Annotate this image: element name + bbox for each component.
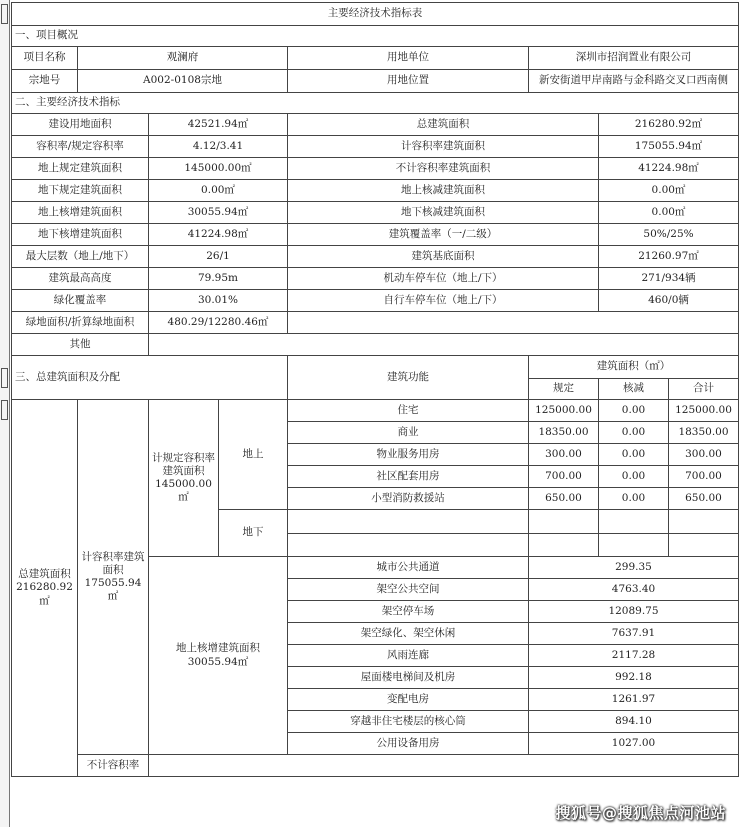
- cell-label: 地下规定建筑面积: [12, 180, 149, 202]
- cell-value: 41224.98㎡: [149, 224, 288, 246]
- spec-area-cell: [149, 400, 219, 557]
- above-increase-label: 地上核增建筑面积30055.94㎡: [149, 557, 288, 755]
- table-title-row: [12, 3, 739, 26]
- spec-value: 125000.00: [529, 400, 599, 422]
- far-area-value: 175055.94㎡: [84, 577, 142, 603]
- margin-mark: [1, 4, 8, 24]
- function-name: 城市公共通道: [288, 557, 529, 579]
- cell-value: 42521.94㎡: [149, 114, 288, 136]
- cell-label: 建筑最高高度: [12, 268, 149, 290]
- function-name: 物业服务用房: [288, 444, 529, 466]
- margin-mark: [1, 368, 8, 388]
- table-row: [12, 180, 739, 202]
- table-row: [12, 268, 739, 290]
- increase-value: 4763.40: [529, 579, 739, 601]
- empty-cell: [149, 334, 739, 356]
- cell-label: 用地位置: [288, 70, 529, 93]
- spec-area-label: 计规定容积率建筑面积: [152, 451, 215, 477]
- cell-value: 观澜府: [78, 47, 288, 70]
- function-name: 变配电房: [288, 689, 529, 711]
- far-area-label: 计容积率建筑面积: [81, 550, 145, 576]
- section1-heading: 一、项目概况: [12, 26, 739, 47]
- cell-value: 0.00㎡: [599, 180, 739, 202]
- section-heading-row: [12, 93, 739, 114]
- cell-label: 宗地号: [12, 70, 78, 93]
- cell-label: 地下核增建筑面积: [12, 224, 149, 246]
- spec-value: 650.00: [529, 488, 599, 510]
- increase-value: 1261.97: [529, 689, 739, 711]
- cell-value: A002-0108宗地: [78, 70, 288, 93]
- increase-value: 12089.75: [529, 601, 739, 623]
- cell-value: 79.95m: [149, 268, 288, 290]
- table-row: [12, 400, 739, 422]
- table-row: [12, 202, 739, 224]
- cell-label: 容积率/规定容积率: [12, 136, 149, 158]
- spec-area-value: 145000.00 ㎡: [155, 478, 212, 504]
- cell-value: 216280.92㎡: [599, 114, 739, 136]
- total-value: 650.00: [669, 488, 739, 510]
- nonfar-label: 不计容积率: [78, 755, 149, 777]
- cell-value: 41224.98㎡: [599, 158, 739, 180]
- section3-heading: 三、总建筑面积及分配: [12, 356, 288, 400]
- cell-label: 绿地面积/折算绿地面积: [12, 312, 149, 334]
- col-spec-header: 规定: [529, 379, 599, 400]
- cell-label: 地上核增建筑面积: [12, 202, 149, 224]
- cell-value: 460/0辆: [599, 290, 739, 312]
- cell-value: 145000.00㎡: [149, 158, 288, 180]
- cell-label: 不计容积率建筑面积: [288, 158, 599, 180]
- watermark: 搜狐号@搜狐焦点河池站: [555, 804, 726, 822]
- cell-label: 自行车停车位（地上/下）: [288, 290, 599, 312]
- total-value: 700.00: [669, 466, 739, 488]
- cell-value: 271/934辆: [599, 268, 739, 290]
- function-name: 风雨连廊: [288, 645, 529, 667]
- function-name: 屋面楼电梯间及机房: [288, 667, 529, 689]
- increase-value: 2117.28: [529, 645, 739, 667]
- reduce-value: 0.00: [599, 444, 669, 466]
- cell-label: 最大层数（地上/地下）: [12, 246, 149, 268]
- below-reduce-cell: [599, 510, 669, 557]
- cell-label: 建筑覆盖率（一/二级）: [288, 224, 599, 246]
- total-value: 18350.00: [669, 422, 739, 444]
- function-name: 穿越非住宅楼层的核心筒: [288, 711, 529, 733]
- function-name: 公用设备用房: [288, 733, 529, 755]
- table-row: [12, 70, 739, 93]
- table-row: [12, 334, 739, 356]
- above-ground-label: 地上: [219, 400, 288, 510]
- function-name: 架空停车场: [288, 601, 529, 623]
- left-margin-strip: [0, 0, 10, 827]
- table-row: [12, 224, 739, 246]
- table-row: [12, 312, 739, 334]
- cell-label: 地上规定建筑面积: [12, 158, 149, 180]
- cell-label: 建筑基底面积: [288, 246, 599, 268]
- cell-label: 建设用地面积: [12, 114, 149, 136]
- cell-value: 新安街道甲岸南路与金科路交叉口西南侧: [529, 70, 739, 93]
- cell-value: 480.29/12280.46㎡: [149, 312, 288, 334]
- margin-mark: [1, 400, 8, 420]
- cell-value: 深圳市招润置业有限公司: [529, 47, 739, 70]
- function-name: 商业: [288, 422, 529, 444]
- spec-value: 18350.00: [529, 422, 599, 444]
- total-value: 125000.00: [669, 400, 739, 422]
- section3-header-row: [12, 356, 739, 379]
- reduce-value: 0.00: [599, 466, 669, 488]
- cell-value: 26/1: [149, 246, 288, 268]
- cell-label: 计容积率建筑面积: [288, 136, 599, 158]
- cell-label: 机动车停车位（地上/下）: [288, 268, 599, 290]
- cell-value: 30055.94㎡: [149, 202, 288, 224]
- reduce-value: 0.00: [599, 400, 669, 422]
- total-area-cell: [12, 400, 78, 777]
- spec-value: 700.00: [529, 466, 599, 488]
- far-area-cell: [78, 400, 149, 755]
- table-title: 主要经济技术指标表: [12, 3, 739, 26]
- table-row: [12, 755, 739, 777]
- increase-value: 894.10: [529, 711, 739, 733]
- table-row: [12, 47, 739, 70]
- table-row: [12, 246, 739, 268]
- below-spec-cell: [529, 510, 599, 557]
- function-name: 社区配套用房: [288, 466, 529, 488]
- indicator-table: [11, 2, 739, 777]
- area-header: 建筑面积（㎡）: [529, 356, 739, 379]
- total-area-label: 总建筑面积: [18, 568, 71, 581]
- cell-label: 用地单位: [288, 47, 529, 70]
- col-total-header: 合计: [669, 379, 739, 400]
- cell-value: 0.00㎡: [149, 180, 288, 202]
- empty-cell: [149, 755, 739, 777]
- section-heading-row: [12, 26, 739, 47]
- increase-value: 1027.00: [529, 733, 739, 755]
- cell-label: 地下核减建筑面积: [288, 202, 599, 224]
- increase-value: 7637.91: [529, 623, 739, 645]
- cell-value: 50%/25%: [599, 224, 739, 246]
- function-name: 架空公共空间: [288, 579, 529, 601]
- function-name: 小型消防救援站: [288, 488, 529, 510]
- function-header: 建筑功能: [288, 356, 529, 400]
- table-row: [12, 114, 739, 136]
- table-row: [12, 136, 739, 158]
- cell-label: 地上核减建筑面积: [288, 180, 599, 202]
- cell-value: 30.01%: [149, 290, 288, 312]
- reduce-value: 0.00: [599, 488, 669, 510]
- cell-value: 0.00㎡: [599, 202, 739, 224]
- cell-label: 总建筑面积: [288, 114, 599, 136]
- empty-cell: [288, 312, 739, 334]
- total-area-value: 216280.92㎡: [16, 581, 73, 607]
- increase-value: 299.35: [529, 557, 739, 579]
- increase-value: 992.18: [529, 667, 739, 689]
- cell-value: 4.12/3.41: [149, 136, 288, 158]
- total-value: 300.00: [669, 444, 739, 466]
- below-function-cell: [288, 510, 529, 557]
- function-name: 架空绿化、架空休闲: [288, 623, 529, 645]
- col-reduce-header: 核减: [599, 379, 669, 400]
- cell-label: 项目名称: [12, 47, 78, 70]
- cell-value: 21260.97㎡: [599, 246, 739, 268]
- below-ground-label: 地下: [219, 510, 288, 557]
- table-row: [12, 290, 739, 312]
- table-row: [12, 158, 739, 180]
- cell-label: 其他: [12, 334, 149, 356]
- spec-value: 300.00: [529, 444, 599, 466]
- reduce-value: 0.00: [599, 422, 669, 444]
- cell-value: 175055.94㎡: [599, 136, 739, 158]
- cell-label: 绿化覆盖率: [12, 290, 149, 312]
- section2-heading: 二、主要经济技术指标: [12, 93, 739, 114]
- function-name: 住宅: [288, 400, 529, 422]
- below-total-cell: [669, 510, 739, 557]
